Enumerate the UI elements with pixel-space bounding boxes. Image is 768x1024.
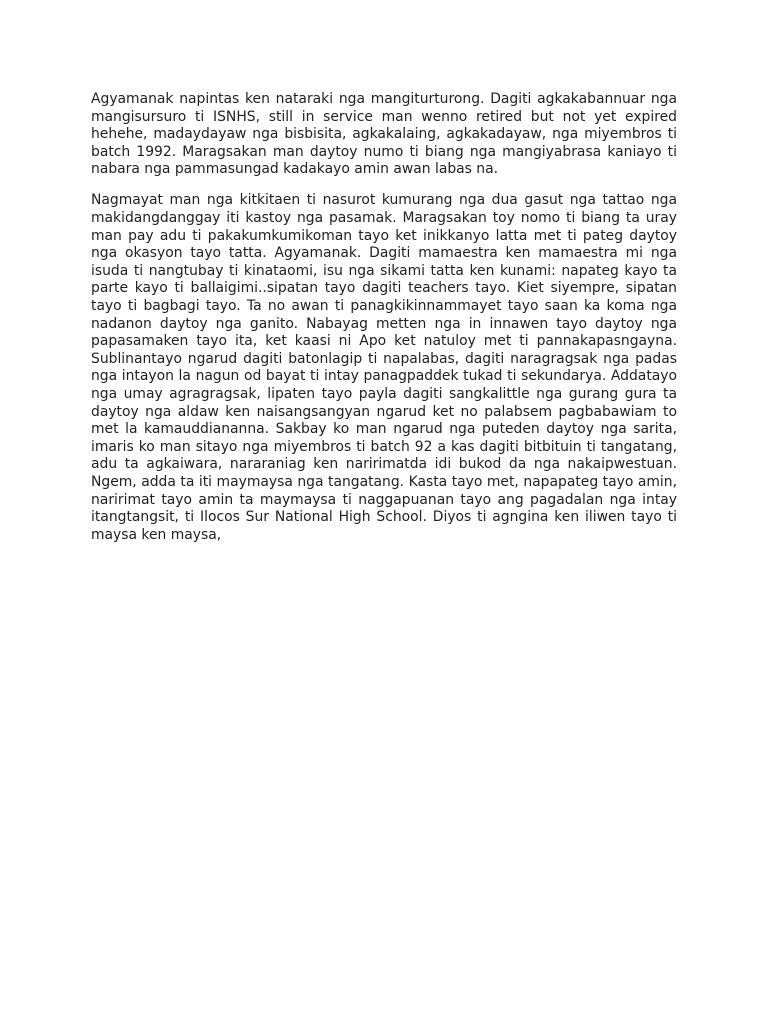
document-body: [91, 91, 677, 544]
paragraph-2: Nagmayat man nga kitkitaen ti nasurot kumurang nga dua gasut nga tattao nga makidangdanggay iti kastoy nga pasamak. Maragsakan toy nomo ti biang ta uray man pay adu ti pakakumkumikoman tayo ket inikkanyo latta met ti pateg daytoy nga okasyon tayo tatta. Agyamanak. Dagiti mamaestra ken mamaestra mi nga isuda ti nangtubay ti kinataomi, isu nga sikami tatta ken kunami: napateg kayo ta parte kayo ti ballaigimi..sipatan tayo dagiti teachers tayo. Kiet siyempre, sipatan tayo ti bagbagi tayo. Ta no awan ti panagkikinnammayet tayo saan ka koma nga nadanon daytoy nga ganito. Nabayag metten nga in innawen tayo daytoy nga papasamaken tayo ita, ket kaasi ni Apo ket natuloy met ti pannakapasngayna. Sublinantayo ngarud dagiti batonlagip ti napalabas, dagiti naragragsak nga padas nga intayon la nagun od bayat ti intay panagpaddek tukad ti sekundarya. Addatayo nga umay agragragsak, lipaten tayo payla dagiti sangkalittle nga gurang gura ta daytoy nga aldaw ken naisangsangyan ngarud ket no palabsem pagbabawiam to met la kamauddiananna. Sakbay ko man ngarud nga puteden daytoy nga sarita, imaris ko man sitayo nga miyembros ti batch 92 a kas dagiti bitbituin ti tangatang, adu ta agkaiwara, nararaniag ken naririmatda idi bukod da nga nakaipwestuan. Ngem, adda ta iti maymaysa nga tangatang. Kasta tayo met, napapateg tayo amin, naririmat tayo amin ta maymaysa ti naggapuanan tayo ang pagadalan nga intay itangtangsit, ti Ilocos Sur National High School. Diyos ti agngina ken iliwen tayo ti maysa ken maysa,: [91, 192, 677, 543]
paragraph-1: Agyamanak napintas ken nataraki nga mangiturturong. Dagiti agkakabannuar nga mangisursuro ti ISNHS, still in service man wenno retired but not yet expired hehehe, madaydayaw nga bisbisita, agkakalaing, agkakadayaw, nga miyembros ti batch 1992. Maragsakan man daytoy numo ti biang nga mangiyabrasa kaniayo ti nabara nga pammasungad kadakayo amin awan labas na.: [91, 91, 677, 178]
